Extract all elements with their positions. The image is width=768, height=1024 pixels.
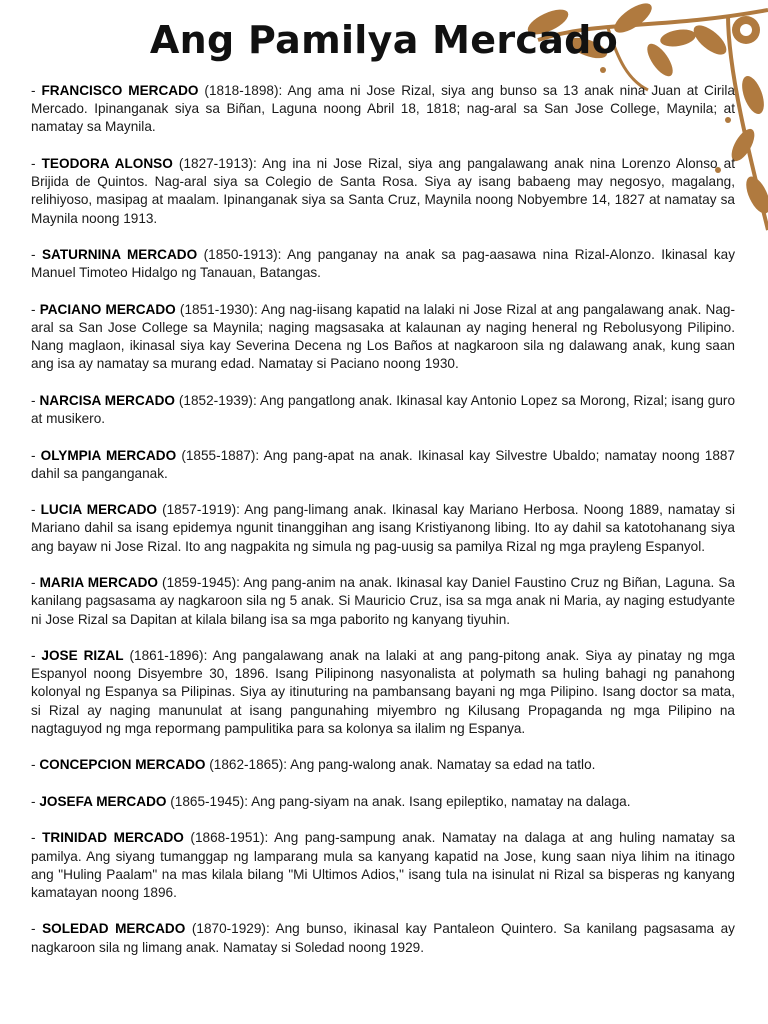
member-name: CONCEPCION MERCADO (39, 757, 206, 773)
member-description: (1865-1945): Ang pang-siyam na anak. Isang epileptiko, namatay na dalaga. (166, 793, 631, 809)
entry-bullet: - (31, 921, 43, 937)
entry-bullet: - (31, 793, 40, 809)
member-name: PACIANO MERCADO (39, 301, 176, 317)
entry-bullet: - (31, 648, 42, 664)
entry-bullet: - (31, 447, 41, 463)
member-entry (31, 574, 735, 629)
entry-bullet: - (31, 757, 40, 773)
member-description: (1855-1887): Ang pang-apat na anak. Ikinasal kay Silvestre Ubaldo; namatay noong 1887 dahil sa panganganak. (31, 447, 735, 481)
member-entry (31, 301, 735, 374)
member-name: MARIA MERCADO (39, 575, 158, 591)
member-description: (1851-1930): Ang nag-iisang kapatid na lalaki ni Jose Rizal at ang pangalawang anak. Nag-aral sa San Jose College sa Maynila; naging magsasaka at kalaunan ay naging heneral ng Rebolusyong Pilipino. Nang maglaon, ikinasal siya kay Severina Decena ng Los Baños at nagkaroon sila ng dalawang anak, kung saan ang isa ay namatay sa murang edad. Namatay si Paciano noong 1930. (31, 301, 736, 372)
entry-bullet: - (31, 155, 42, 171)
member-entry (31, 82, 735, 137)
member-description: (1852-1939): Ang pangatlong anak. Ikinasal kay Antonio Lopez sa Morong, Rizal; isang guro at musikero. (31, 392, 736, 427)
member-name: TEODORA ALONSO (41, 155, 173, 171)
member-name: JOSE RIZAL (41, 648, 124, 664)
page-title: Ang Pamilya Mercado (149, 18, 619, 62)
family-members-list (31, 82, 735, 975)
member-entry (31, 447, 735, 483)
member-description: (1827-1913): Ang ina ni Jose Rizal, siya ang pangalawang anak nina Lorenzo Alonso at Brijida de Quintos. Nag-aral siya sa Colegio de Santa Rosa. Siya ay isang babaeng may negosyo, magalang, relihiyoso, masipag at maalam. Ipinanganak siya sa Santa Cruz, Maynila noong Nobyembre 14, 1827 at namatay sa Maynila noong 1913. (31, 155, 735, 226)
entry-bullet: - (31, 301, 40, 317)
entry-bullet: - (31, 502, 41, 518)
member-name: SATURNINA MERCADO (41, 247, 198, 263)
entry-bullet: - (31, 575, 40, 591)
entry-bullet: - (31, 830, 43, 846)
member-description: (1868-1951): Ang pang-sampung anak. Namatay na dalaga at ang huling namatay sa pamilya. Ang siyang tumanggap ng lamparang mula sa kanyang kapatid na Jose, kung saan niya lihim na itinago ang "Huling Paalam" na mas kilala bilang "Mi Ultimos Adios," isang tula na isinulat ni Rizal sa bisperas ng kanyang kamatayan noong 1896. (31, 830, 736, 900)
member-name: JOSEFA MERCADO (39, 793, 167, 809)
member-description: (1818-1898): Ang ama ni Jose Rizal, siya ang bunso sa 13 anak nina Juan at Cirila Mercado. Ipinanganak siya sa Biñan, Laguna noong Abril 18, 1818; nag-aral sa San Jose College, Maynila; at namatay sa Maynila. (31, 83, 735, 135)
member-name: TRINIDAD MERCADO (42, 830, 184, 846)
member-description: (1857-1919): Ang pang-limang anak. Ikinasal kay Mariano Herbosa. Noong 1889, namatay si Mariano dahil sa isang epidemya ngunit tinanggihan ang isang Kristiyanong libing. Ito ay dahil sa katotohanang siya ang bayaw ni Jose Rizal. Ito ang nagpakita ng simula ng pag-uusig sa pamilya Rizal ng mga prayleng Espanyol. (31, 502, 735, 554)
member-entry (31, 920, 735, 956)
member-description: (1861-1896): Ang pangalawang anak na lalaki at ang pang-pitong anak. Siya ay pinatay ng mga Espanyol noong Disyembre 30, 1896. Isang Pilipinong nasyonalista at polymath sa huling bahagi ng panahong kolonyal ng Espanya sa Pilipinas. Siya ay itinuturing na pambansang bayani ng mga Pilipino. Isang doctor sa mata, si Rizal ay naging manunulat at isang pangunahing miyembro ng Kilusang Propaganda ng mga Pilipino na nagtaguyod ng mga repormang pampulitika para sa kolonya sa ilalim ng Espanya. (31, 648, 735, 736)
member-name: NARCISA MERCADO (39, 392, 175, 408)
member-description: (1850-1913): Ang panganay na anak sa pag-aasawa nina Rizal-Alonzo. Ikinasal kay Manuel Timoteo Hidalgo ng Tanauan, Batangas. (31, 247, 735, 281)
member-entry (31, 501, 735, 556)
member-description: (1870-1929): Ang bunso, ikinasal kay Pantaleon Quintero. Sa kanilang pagsasama ay nagkaroon sila ng limang anak. Namatay si Soledad noong 1929. (31, 921, 735, 955)
member-entry (31, 793, 735, 811)
entry-bullet: - (31, 392, 40, 408)
entry-bullet: - (31, 247, 42, 263)
member-entry (31, 829, 735, 902)
member-name: LUCIA MERCADO (40, 502, 157, 518)
member-name: FRANCISCO MERCADO (41, 83, 199, 98)
member-entry (31, 392, 735, 428)
member-entry (31, 647, 735, 738)
member-entry (31, 756, 735, 774)
member-name: OLYMPIA MERCADO (40, 447, 177, 463)
member-description: (1862-1865): Ang pang-walong anak. Namatay sa edad na tatlo. (205, 757, 596, 773)
member-description: (1859-1945): Ang pang-anim na anak. Ikinasal kay Daniel Faustino Cruz ng Biñan, Laguna. Sa kanilang pagsasama ay nagkaroon sila ng 5 anak. Si Mauricio Cruz, isa sa mga anak ni Maria, ay naging estudyante ni Jose Rizal sa Dapitan at kilala bilang isa sa mga paborito ng kanyang tiyuhin. (31, 575, 735, 627)
member-entry (31, 155, 735, 228)
member-name: SOLEDAD MERCADO (42, 921, 186, 937)
entry-bullet: - (31, 83, 42, 98)
member-entry (31, 246, 735, 282)
